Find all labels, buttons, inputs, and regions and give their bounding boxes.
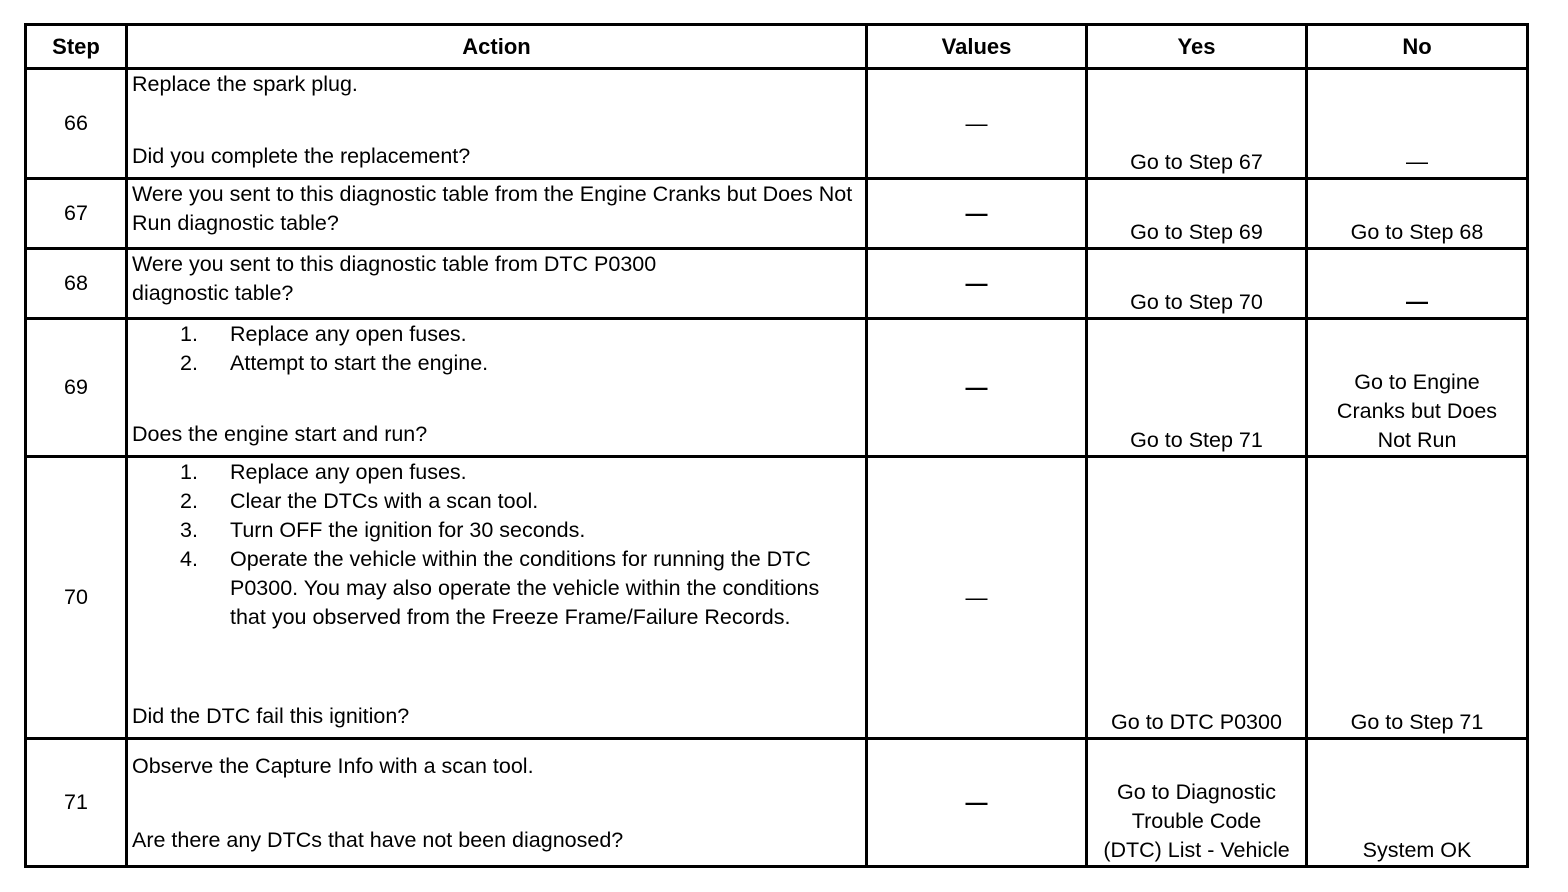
table-row — [26, 69, 1528, 179]
no-cell: — — [1307, 69, 1528, 179]
action-text: Observe the Capture Info with a scan tool. — [132, 754, 534, 778]
no-cell: — — [1307, 249, 1528, 319]
step-number: 68 — [26, 249, 127, 319]
header-yes: Yes — [1087, 25, 1307, 69]
list-item: 3. Turn OFF the ignition for 30 seconds. — [180, 518, 586, 542]
action-prompt: Did you complete the replacement? — [132, 144, 471, 168]
header-row — [26, 25, 1528, 69]
list-item: 1. Replace any open fuses. — [180, 322, 467, 346]
values-cell: — — [867, 249, 1087, 319]
table-row — [26, 249, 1528, 319]
no-cell: Go to Step 68 — [1307, 179, 1528, 249]
table-row — [26, 179, 1528, 249]
step-number: 66 — [26, 69, 127, 179]
yes-cell: Go to Step 70 — [1087, 249, 1307, 319]
action-cell — [127, 319, 867, 457]
step-number: 71 — [26, 739, 127, 867]
yes-cell: Go to Diagnostic Trouble Code (DTC) List - Vehicle — [1087, 739, 1307, 867]
action-steps-list — [132, 320, 861, 378]
header-step: Step — [26, 25, 127, 69]
yes-cell: Go to Step 71 — [1087, 319, 1307, 457]
list-item: 2. Attempt to start the engine. — [180, 351, 489, 375]
action-cell — [127, 739, 867, 867]
yes-cell: Go to Step 69 — [1087, 179, 1307, 249]
step-number: 69 — [26, 319, 127, 457]
list-item: 4. Operate the vehicle within the conditions for running the DTC P0300. You may also operate the vehicle within the conditions that you observed from the Freeze Frame/Failure Records. — [180, 547, 820, 629]
step-number: 70 — [26, 457, 127, 739]
yes-cell: Go to Step 67 — [1087, 69, 1307, 179]
header-no: No — [1307, 25, 1528, 69]
action-text: Were you sent to this diagnostic table from DTC P0300 diagnostic table? — [132, 252, 657, 305]
no-cell: System OK — [1307, 739, 1528, 867]
header-action: Action — [127, 25, 867, 69]
no-cell: Go to Engine Cranks but Does Not Run — [1307, 319, 1528, 457]
values-cell: — — [867, 319, 1087, 457]
step-number: 67 — [26, 179, 127, 249]
yes-cell: Go to DTC P0300 — [1087, 457, 1307, 739]
table-row — [26, 457, 1528, 739]
action-prompt: Did the DTC fail this ignition? — [132, 704, 410, 728]
action-cell — [127, 249, 867, 319]
table-row — [26, 739, 1528, 867]
values-cell: — — [867, 69, 1087, 179]
action-text: Replace the spark plug. — [132, 72, 358, 96]
table-row — [26, 319, 1528, 457]
action-cell — [127, 179, 867, 249]
action-cell — [127, 69, 867, 179]
no-cell: Go to Step 71 — [1307, 457, 1528, 739]
action-text: Were you sent to this diagnostic table from the Engine Cranks but Does Not Run diagnostic table? — [132, 182, 853, 235]
list-item: 2. Clear the DTCs with a scan tool. — [180, 489, 539, 513]
values-cell: — — [867, 457, 1087, 739]
action-prompt: Are there any DTCs that have not been diagnosed? — [132, 828, 624, 852]
values-cell: — — [867, 739, 1087, 867]
action-cell — [127, 457, 867, 739]
diagnostic-table — [24, 23, 1529, 868]
values-cell: — — [867, 179, 1087, 249]
action-steps-list — [132, 458, 861, 632]
header-values: Values — [867, 25, 1087, 69]
list-item: 1. Replace any open fuses. — [180, 460, 467, 484]
action-prompt: Does the engine start and run? — [132, 422, 428, 446]
